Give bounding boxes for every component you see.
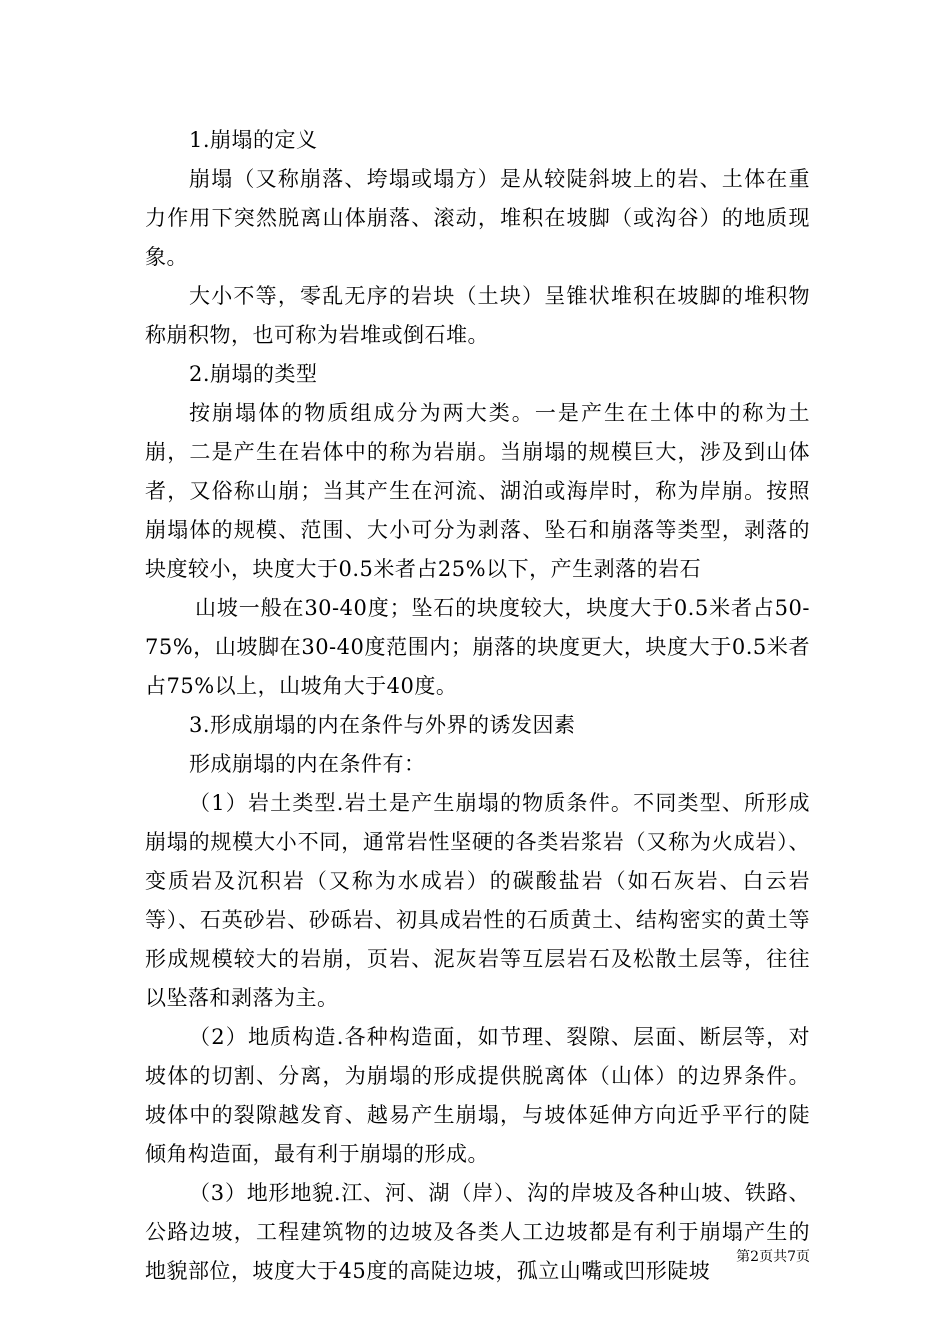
paragraph-internal-conditions-intro: 形成崩塌的内在条件有： bbox=[189, 752, 426, 776]
section-heading-types: 2.崩塌的类型 bbox=[189, 362, 318, 386]
section-heading-conditions: 3.形成崩塌的内在条件与外界的诱发因素 bbox=[189, 713, 576, 737]
page-number-footer: 第2页共7页 bbox=[736, 1249, 810, 1265]
paragraph-slope-angles: 山坡一般在30-40度；坠石的块度较大，块度大于0.5米者占50-75%，山坡脚在30-40度范围内；崩落的块度更大，块度大于0.5米者占75%以上，山坡角大于40度。 bbox=[145, 596, 810, 698]
paragraph-geologic-structure: （2）地质构造.各种构造面，如节理、裂隙、层面、断层等，对坡体的切割、分离，为崩塌的形成提供脱离体（山体）的边界条件。坡体中的裂隙越发育、越易产生崩塌，与坡体延伸方向近乎平行的陡倾角构造面，最有利于崩塌的形成。 bbox=[145, 1025, 810, 1166]
paragraph-colluvium: 大小不等，零乱无序的岩块（土块）呈锥状堆积在坡脚的堆积物称崩积物，也可称为岩堆或倒石堆。 bbox=[145, 284, 810, 347]
section-heading-definition: 1.崩塌的定义 bbox=[189, 128, 318, 152]
paragraph-rock-soil-type: （1）岩土类型.岩土是产生崩塌的物质条件。不同类型、所形成崩塌的规模大小不同，通常岩性坚硬的各类岩浆岩（又称为火成岩）、变质岩及沉积岩（又称为水成岩）的碳酸盐岩（如石灰岩、白云岩等）、石英砂岩、砂砾岩、初具成岩性的石质黄土、结构密实的黄土等形成规模较大的岩崩，页岩、泥灰岩等互层岩石及松散土层等，往往以坠落和剥落为主。 bbox=[145, 791, 810, 1010]
document-body bbox=[145, 121, 810, 1291]
paragraph-definition: 崩塌（又称崩落、垮塌或塌方）是从较陡斜坡上的岩、土体在重力作用下突然脱离山体崩落、滚动，堆积在坡脚（或沟谷）的地质现象。 bbox=[145, 167, 810, 269]
paragraph-types: 按崩塌体的物质组成分为两大类。一是产生在土体中的称为土崩，二是产生在岩体中的称为岩崩。当崩塌的规模巨大，涉及到山体者，又俗称山崩；当其产生在河流、湖泊或海岸时，称为岸崩。按照崩塌体的规模、范围、大小可分为剥落、坠石和崩落等类型，剥落的块度较小，块度大于0.5米者占25%以下，产生剥落的岩石 bbox=[145, 401, 810, 581]
paragraph-landform: （3）地形地貌.江、河、湖（岸）、沟的岸坡及各种山坡、铁路、公路边坡，工程建筑物的边坡及各类人工边坡都是有利于崩塌产生的地貌部位，坡度大于45度的高陡边坡，孤立山嘴或凹形陡坡 bbox=[145, 1181, 810, 1283]
